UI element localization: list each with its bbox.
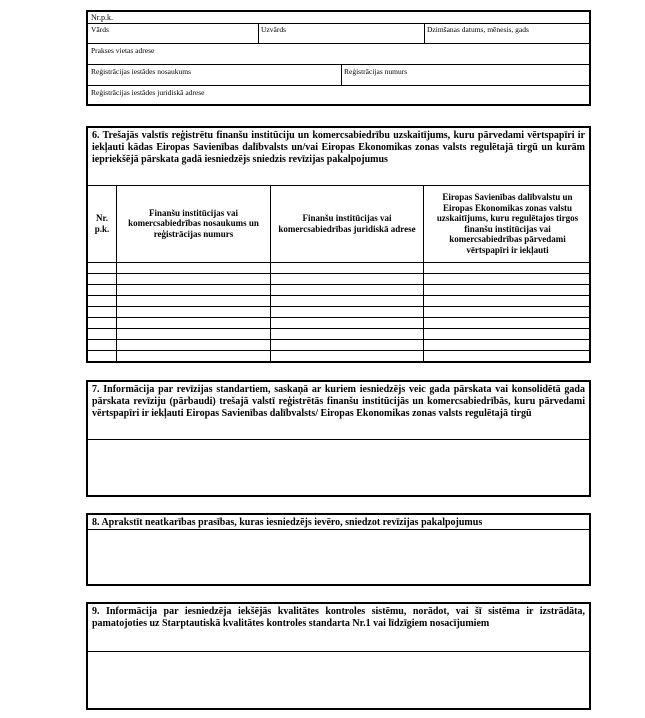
table-row[interactable] bbox=[88, 273, 589, 274]
section-9-answer-area[interactable] bbox=[88, 652, 589, 708]
table-row[interactable] bbox=[88, 295, 589, 296]
section-7-answer-area[interactable] bbox=[88, 440, 589, 495]
col-header-address: Finanšu institūcijas vai komercsabiedrības juridiskā adrese bbox=[278, 213, 416, 234]
section-9-title: 9. Informācija par iesniedzēja iekšējās kvalitātes kontroles sistēmu, norādot, vai šī sistēma ir izstrādāta, pamatojoties uz Starptautiskā kvalitātes kontroles standarta Nr.1 vai līdzīgiem nosacījumiem bbox=[92, 606, 585, 629]
col-header-markets: Eiropas Savienības dalībvalstu un Eiropas Ekonomikas zonas valstu uzskaitījums, kuru regulētajos tirgos finanšu institūcijas vai komercsabiedrības pārvedami vērtspapīri ir iekļauti bbox=[436, 192, 579, 255]
table-row[interactable] bbox=[88, 339, 589, 340]
registration-institution-field[interactable]: Reģistrācijas iestādes nosaukums bbox=[91, 67, 191, 76]
section-6 bbox=[86, 126, 591, 363]
section-9 bbox=[86, 602, 591, 710]
table-row[interactable] bbox=[88, 284, 589, 285]
identity-block bbox=[86, 10, 591, 106]
table-body[interactable] bbox=[88, 262, 589, 361]
name-field[interactable]: Vārds bbox=[91, 25, 109, 34]
surname-field[interactable]: Uzvārds bbox=[261, 25, 286, 34]
table-row[interactable] bbox=[88, 350, 589, 351]
section-7-title: 7. Informācija par revīzijas standartiem, saskaņā ar kuriem iesniedzējs veic gada pārskata vai konsolidētā gada pārskata revīziju (pārbaudi) trešajā valstī reģistrētās finanšu institūcijās un komercsabiedrībās, kuru pārvedami vērtspapīri ir iekļauti Eiropas Savienības dalībvalsts/ Eiropas Ekonomikas zonas valsts regulētajā tirgū bbox=[92, 384, 585, 419]
section-8 bbox=[86, 513, 591, 586]
section-6-title: 6. Trešajās valstīs reģistrētu finanšu institūciju un komercsabiedrību uzskaitījums, kuru pārvedami vērtspapīri ir iekļauti kādas Eiropas Savienības dalībvalsts un/vai Eiropas Ekonomikas zonas valsts regulētajā tirgū un kurām iepriekšējā pārskata gadā iesniedzējs sniedzis revīzijas pakalpojumus bbox=[92, 130, 585, 165]
institution-legal-address-field[interactable]: Reģistrācijas iestādes juridiskā adrese bbox=[91, 88, 205, 97]
table-row[interactable] bbox=[88, 306, 589, 307]
section-8-answer-area[interactable] bbox=[88, 530, 589, 584]
table-row[interactable] bbox=[88, 328, 589, 329]
col-header-name: Finanšu institūcijas vai komercsabiedrības nosaukums un reģistrācijas numurs bbox=[128, 207, 259, 239]
practice-address-field[interactable]: Prakses vietas adrese bbox=[91, 46, 155, 55]
section-8-title: 8. Aprakstīt neatkarības prasības, kuras iesniedzējs ievēro, sniedzot revīzijas pakalpojumus bbox=[92, 517, 483, 528]
registration-number-field[interactable]: Reģistrācijas numurs bbox=[344, 67, 408, 76]
col-header-nr: Nr. p.k. bbox=[94, 213, 110, 234]
table-row[interactable] bbox=[88, 317, 589, 318]
section-7 bbox=[86, 380, 591, 497]
birth-date-field[interactable]: Dzimšanas datums, mēnesis, gads bbox=[427, 25, 529, 34]
nr-pk-label: Nr.p.k. bbox=[91, 13, 113, 22]
